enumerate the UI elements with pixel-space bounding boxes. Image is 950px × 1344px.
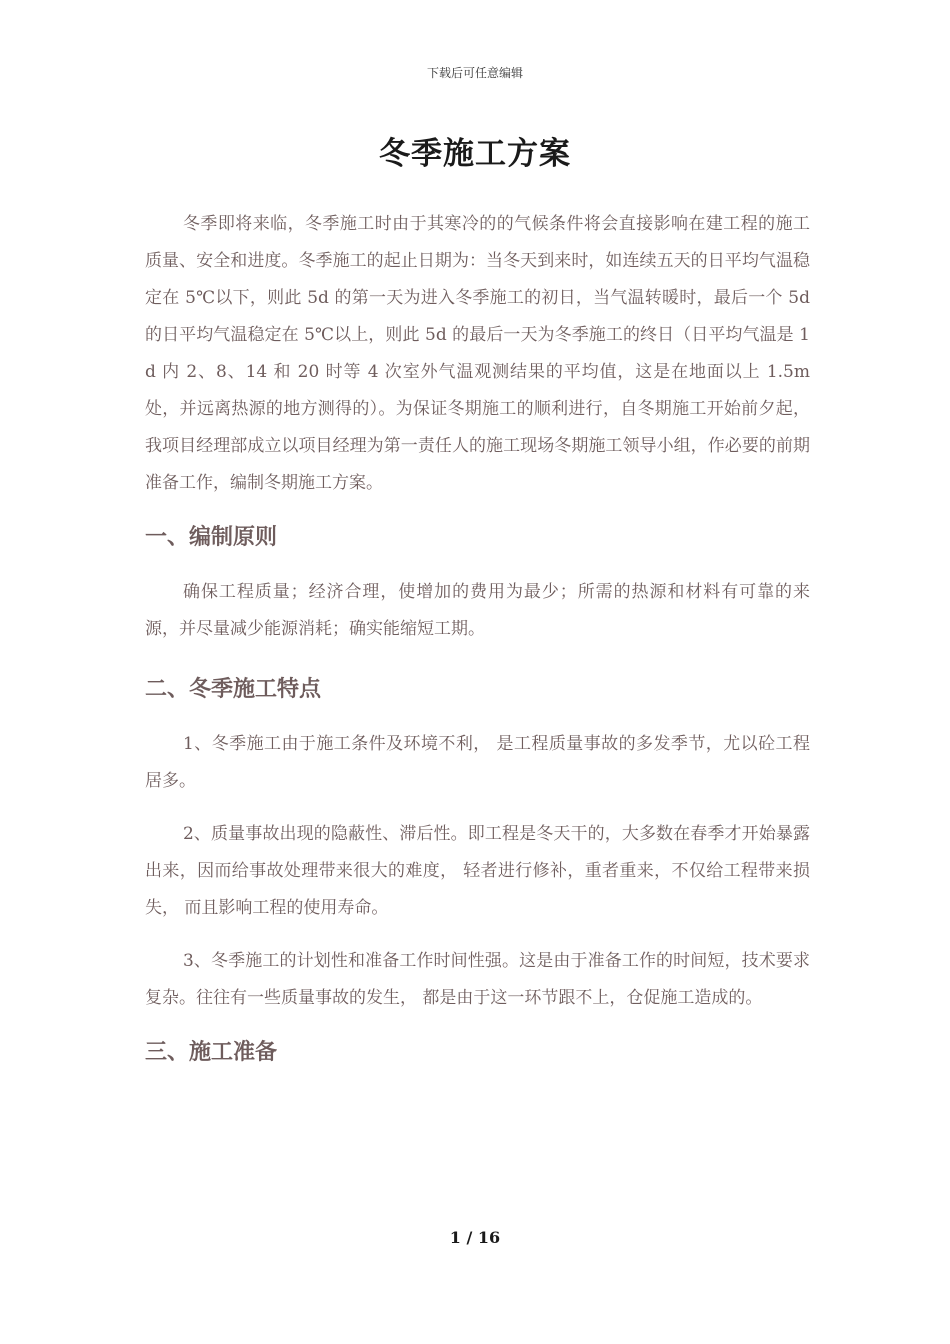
characteristic-item-1: 1、冬季施工由于施工条件及环境不利， 是工程质量事故的多发季节，尤以砼工程居多。 — [145, 734, 810, 791]
principles-paragraph: 确保工程质量；经济合理，使增加的费用为最少；所需的热源和材料有可靠的来源，并尽量减少能源消耗；确实能缩短工期。 — [145, 582, 810, 639]
page-number: 1 / 16 — [449, 1228, 501, 1247]
intro-paragraph: 冬季即将来临，冬季施工时由于其寒冷的的气候条件将会直接影响在建工程的施工质量、安全和进度。冬季施工的起止日期为：当冬天到来时，如连续五天的日平均气温稳定在 5℃以下，则此 5d 的第一天为进入冬季施工的初日，当气温转暖时，最后一个 5d 的日平均气温稳定在 5℃以上，则此 5d 的最后一天为冬季施工的终日（日平均气温是 1d 内 2、8、14 和 20 时等 4 次室外气温观测结果的平均值，这是在地面以上 1.5m 处，并远离热源的地方测得的）。为保证冬期施工的顺利进行，自冬期施工开始前夕起，我项目经理部成立以项目经理为第一责任人的施工现场冬期施工领导小组，作必要的前期准备工作，编制冬期施工方案。 — [145, 214, 810, 493]
document-title: 冬季施工方案 — [379, 136, 571, 172]
document-body — [145, 206, 810, 1089]
page-header-note: 下载后可任意编辑 — [426, 66, 523, 80]
section-heading-characteristics: 二、冬季施工特点 — [145, 677, 322, 702]
characteristic-item-3: 3、冬季施工的计划性和准备工作时间性强。这是由于准备工作的时间短，技术要求复杂。往往有一些质量事故的发生， 都是由于这一环节跟不上，仓促施工造成的。 — [145, 951, 810, 1008]
section-heading-principles: 一、编制原则 — [145, 525, 278, 550]
characteristic-item-2: 2、质量事故出现的隐蔽性、滞后性。即工程是冬天干的，大多数在春季才开始暴露出来，因而给事故处理带来很大的难度， 轻者进行修补，重者重来，不仅给工程带来损失， 而且影响工程的使用寿命。 — [145, 824, 810, 918]
section-heading-preparation: 三、施工准备 — [145, 1040, 278, 1065]
